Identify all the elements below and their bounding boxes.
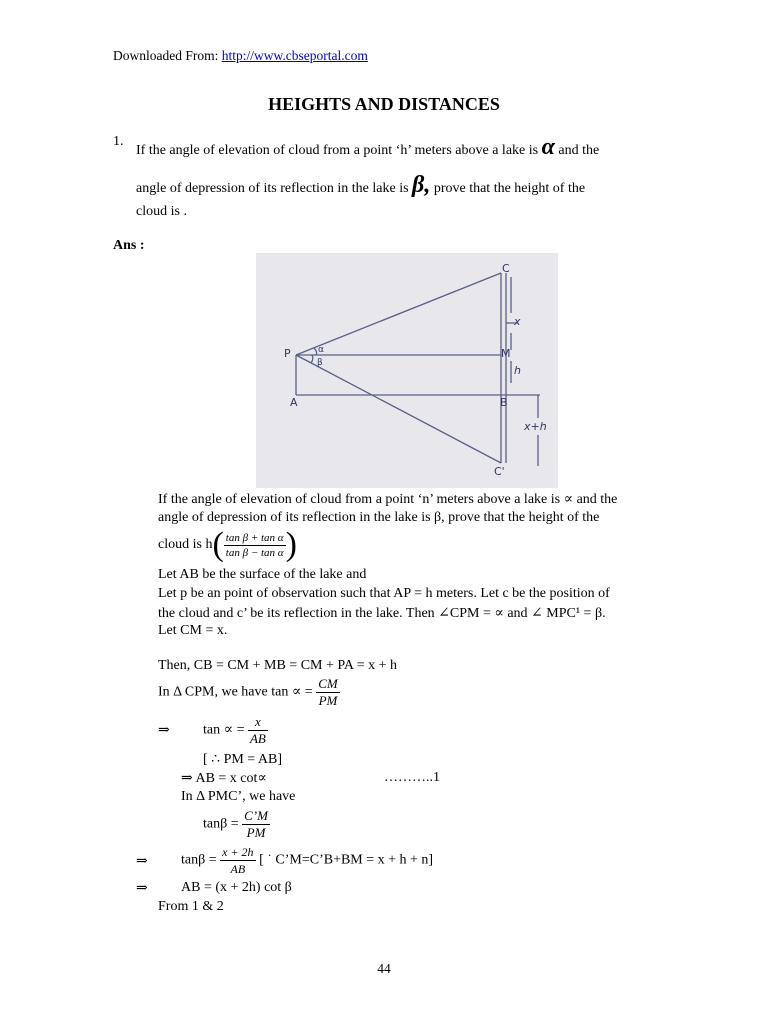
fraction-x2h-ab-num: x + 2h [222,845,254,859]
answer-label: Ans : [113,238,145,253]
fraction-x-ab [248,714,268,747]
label-p: P [284,347,291,360]
fraction-cprime-m-den: PM [246,825,266,840]
label-c-prime: C' [494,465,505,478]
solution-line-9 [158,676,340,709]
solution-line-5: Let p be an point of observation such that AP = h meters. Let c be the position of [158,586,610,601]
solution-text-3: cloud is h [158,537,213,553]
question-line-3: cloud is . [136,204,187,219]
implies-arrow-3: ⇒ [136,881,148,896]
solution-line-2: angle of depression of its reflection in the lake is β, prove that the height of the [158,510,600,525]
height-fraction [224,531,286,560]
solution-line-8: Then, CB = CM + MB = CM + PA = x + h [158,658,398,673]
label-h: h [514,364,521,377]
label-c: C [502,262,510,275]
solution-line-16: AB = (x + 2h) cot β [181,880,292,895]
solution-text-10: tan ∝ = [203,722,245,738]
label-a: A [290,396,298,409]
question-text-1a: If the angle of elevation of cloud from a point ‘h’ meters above a lake is [136,143,539,158]
alpha-symbol: α [541,134,555,160]
solution-line-10 [203,714,268,747]
solution-line-6: the cloud and c’ be its reflection in the lake. Then ∠CPM = ∝ and ∠ MPC¹ = β. [158,606,606,621]
fraction-cm-pm [316,676,340,709]
label-x-plus-h: x+h [524,420,547,433]
solution-text-9: In Δ CPM, we have tan ∝ = [158,684,313,700]
solution-line-14 [203,808,270,841]
solution-line-7: Let CM = x. [158,623,228,638]
question-text-2a: angle of depression of its reflection in the lake is [136,181,409,196]
label-alpha: α [318,345,324,355]
solution-line-12: ⇒ AB = x cot∝ [181,771,267,786]
question-text-1b: and the [558,143,600,158]
fraction-cm-pm-den: PM [318,693,338,708]
solution-line-1: If the angle of elevation of cloud from a point ‘n’ meters above a lake is ∝ and the [158,492,618,507]
label-m: M [501,347,511,360]
download-source [113,48,368,64]
fraction-cm-pm-num: CM [318,676,338,691]
implies-arrow-1: ⇒ [158,723,170,738]
fraction-x2h-ab-den: AB [230,862,246,876]
label-b: B [500,396,508,409]
solution-line-3: cloud is h( $\frac{\text{tan β + tan α}}{\text{tan β − tan α}}$ ) [158,526,297,563]
solution-line-13: In Δ PMC’, we have [181,789,296,804]
height-fraction-den: tan β − tan α [225,546,284,559]
solution-line-17: From 1 & 2 [158,899,224,914]
solution-line-4: Let AB be the surface of the lake and [158,567,367,582]
fraction-cprime-m [242,808,270,841]
fraction-x-ab-den: AB [249,731,266,746]
fraction-cprime-m-num: C’M [244,808,268,823]
label-beta: β [317,358,323,368]
question-line-2 [136,172,585,199]
beta-symbol: β, [412,172,431,198]
label-x: x [514,315,521,328]
page-number: 44 [377,961,391,976]
page-title: HEIGHTS AND DISTANCES [268,94,500,114]
solution-line-11: [ ∴ PM = AB] [203,752,283,767]
equation-ref-1: ………..1 [384,770,440,785]
question-text-2b: prove that the height of the [433,181,586,196]
solution-text-14: tanβ = [203,816,239,832]
solution-text-15b: [ ˙ C’M=C’B+BM = x + h + n] [259,852,434,868]
fraction-x-ab-num: x [248,714,268,731]
solution-line-15 [181,844,433,877]
figure-background [256,253,558,488]
source-link[interactable]: http://www.cbseportal.com [221,48,368,63]
question-line-1 [136,134,599,161]
question-number: 1. [113,134,124,149]
implies-arrow-2: ⇒ [136,854,148,869]
download-prefix: Downloaded From: [113,48,222,63]
solution-text-15: tanβ = [181,852,217,868]
geometry-figure [256,253,558,488]
fraction-x2h-ab [220,844,255,877]
height-fraction-num: tan β + tan α [225,531,284,544]
